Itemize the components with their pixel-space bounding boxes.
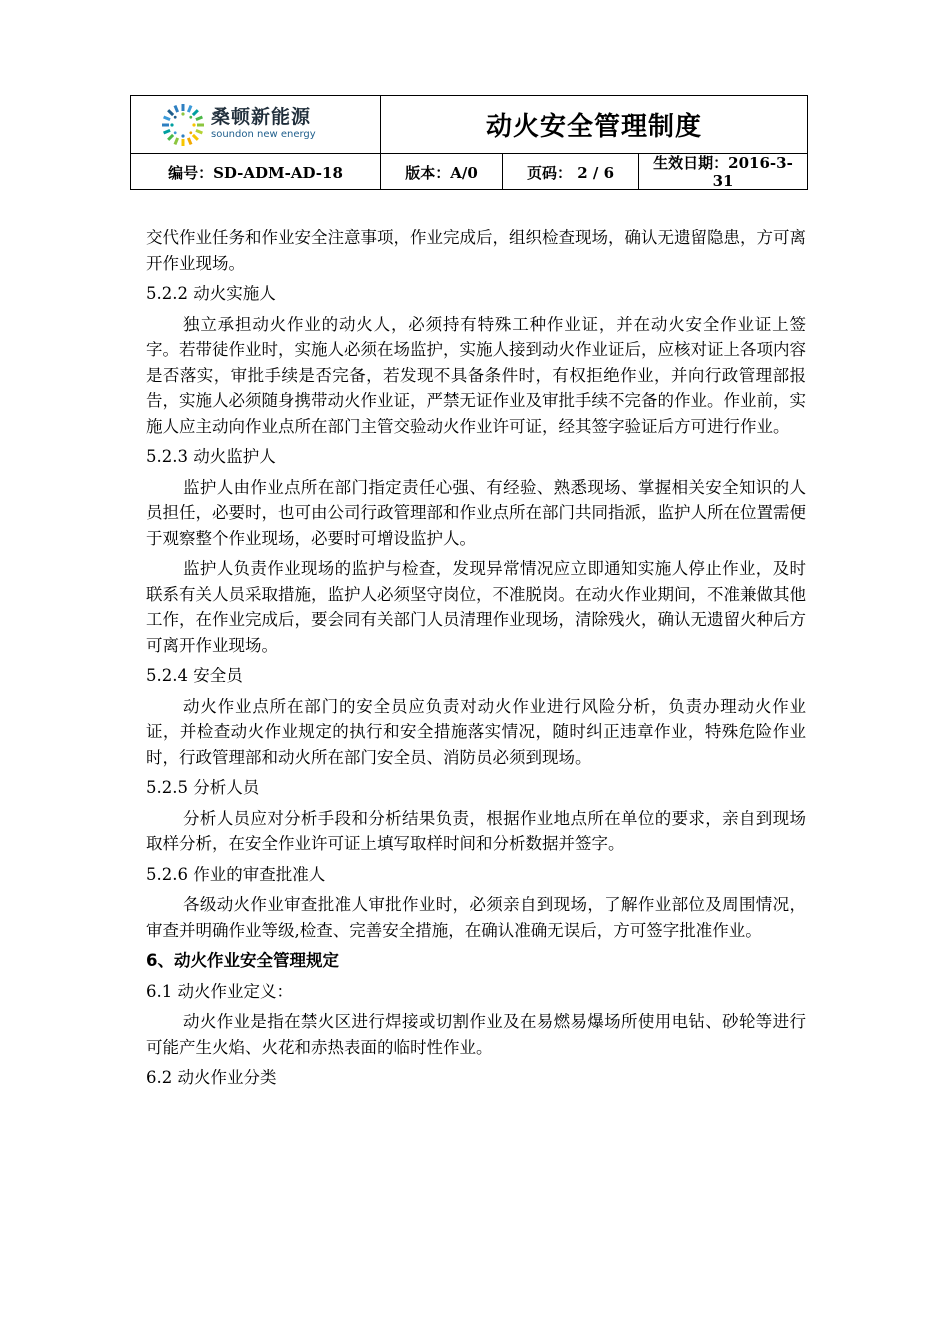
company-logo-icon: [159, 101, 207, 149]
paragraph: 动火作业点所在部门的安全员应负责对动火作业进行风险分析，负责办理动火作业证，并检查动火作业规定的执行和安全措施落实情况，随时纠正违章作业，特殊危险作业时，行政管理部和动火所在部门安全员、消防员必须到现场。: [146, 696, 806, 767]
paragraph: 监护人由作业点所在部门指定责任心强、有经验、熟悉现场、掌握相关安全知识的人员担任，必要时，也可由公司行政管理部和作业点所在部门共同指派，监护人所在位置需便于观察整个作业现场，必要时可增设监护人。: [146, 477, 806, 548]
paragraph: 各级动火作业审查批准人审批作业时，必须亲自到现场，了解作业部位及周围情况，审查并明确作业等级,检查、完善安全措施，在确认准确无误后，方可签字批准作业。: [146, 895, 806, 940]
company-logo-text: [211, 106, 316, 141]
subsection-heading: 5.2.6 作业的审查批准人: [146, 864, 326, 884]
paragraph: 监护人负责作业现场的监护与检查，发现异常情况应立即通知实施人停止作业，及时联系有关人员采取措施，监护人必须坚守岗位，不准脱岗。在动火作业期间，不准兼做其他工作，在作业完成后，要会同有关部门人员清理作业现场，清除残火，确认无遗留火种后方可离开作业现场。: [146, 559, 806, 655]
document-number: 编号：SD-ADM-AD-18: [131, 154, 381, 190]
subsection-heading: 5.2.5 分析人员: [146, 778, 260, 797]
document-header-table: [130, 95, 808, 190]
subsection-heading: 5.2.3 动火监护人: [146, 447, 276, 466]
paragraph: 交代作业任务和作业安全注意事项，作业完成后，组织检查现场，确认无遗留隐患，方可离开作业现场。: [146, 228, 806, 273]
subsection-heading: 6.1 动火作业定义：: [146, 981, 293, 1001]
document-body: [146, 225, 806, 1096]
title-cell: [381, 96, 807, 153]
effective-date: 生效日期：2016-3-31: [653, 154, 793, 190]
paragraph: 动火作业是指在禁火区进行焊接或切割作业及在易燃易爆场所使用电钻、砂轮等进行可能产生火焰、火花和赤热表面的临时性作业。: [146, 1012, 806, 1057]
logo-chinese-name: 桑顿新能源: [211, 106, 312, 128]
subsection-heading: 5.2.4 安全员: [146, 666, 243, 685]
document-title: 动火安全管理制度: [485, 112, 702, 142]
subsection-heading: 6.2 动火作业分类: [146, 1068, 277, 1087]
page-number: 页码： 2 / 6: [503, 154, 639, 190]
paragraph: 分析人员应对分析手段和分析结果负责，根据作业地点所在单位的要求，亲自到现场取样分析，在安全作业许可证上填写取样时间和分析数据并签字。: [146, 808, 806, 853]
header-row-top: [131, 96, 807, 154]
logo-cell: [131, 96, 381, 153]
header-row-meta: [131, 154, 807, 190]
section-heading: 6、动火作业安全管理规定: [146, 951, 339, 970]
document-version: 版本：A/0: [381, 154, 503, 190]
subsection-heading: 5.2.2 动火实施人: [146, 284, 276, 303]
paragraph: 独立承担动火作业的动火人，必须持有特殊工种作业证，并在动火安全作业证上签字。若带徒作业时，实施人必须在场监护，实施人接到动火作业证后，应核对证上各项内容是否落实，审批手续是否完备，若发现不具备条件时，有权拒绝作业，并向行政管理部报告，实施人必须随身携带动火作业证，严禁无证作业及审批手续不完备的作业。作业前，实施人应主动向作业点所在部门主管交验动火作业许可证，经其签字验证后方可进行作业。: [146, 314, 806, 436]
logo-english-name: soundon new energy: [211, 129, 316, 140]
